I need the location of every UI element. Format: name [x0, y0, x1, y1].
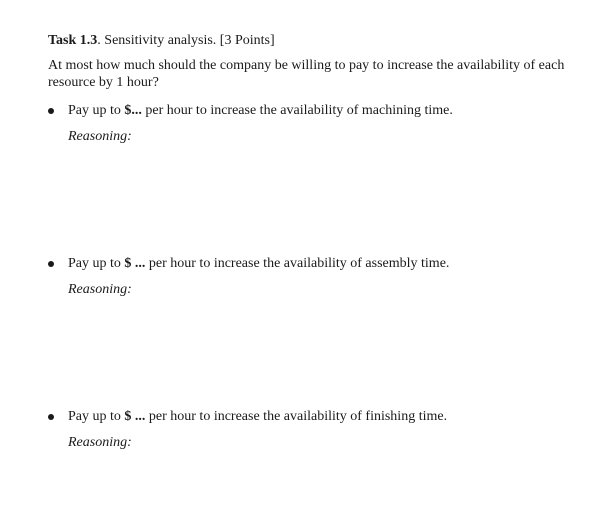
reasoning-label: Reasoning:: [68, 282, 132, 297]
bullet-icon: [48, 108, 54, 114]
bullet-text: [68, 255, 449, 272]
price-placeholder: $ ...: [124, 409, 146, 424]
item-prefix: Pay up to: [68, 256, 125, 271]
bullet-icon: [48, 414, 54, 420]
reasoning-label: Reasoning:: [68, 129, 132, 144]
item-prefix: Pay up to: [68, 103, 125, 118]
item-prefix: Pay up to: [68, 409, 125, 424]
task-number: Task 1.3: [48, 33, 98, 48]
item-suffix: per hour to increase the availability of assembly time.: [145, 256, 450, 271]
item-suffix: per hour to increase the availability of finishing time.: [145, 409, 448, 424]
question-text: At most how much should the company be willing to pay to increase the availability of each resource by 1 hour?: [48, 58, 565, 90]
bullet-text: [68, 408, 447, 425]
bullet-icon: [48, 261, 54, 267]
price-placeholder: $ ...: [124, 256, 146, 271]
task-heading: [48, 32, 275, 49]
price-placeholder: $...: [124, 103, 142, 118]
bullet-text: [68, 102, 453, 119]
item-suffix: per hour to increase the availability of machining time.: [141, 103, 453, 118]
reasoning-label: Reasoning:: [68, 435, 132, 450]
task-title-text: . Sensitivity analysis. [3 Points]: [97, 33, 275, 48]
